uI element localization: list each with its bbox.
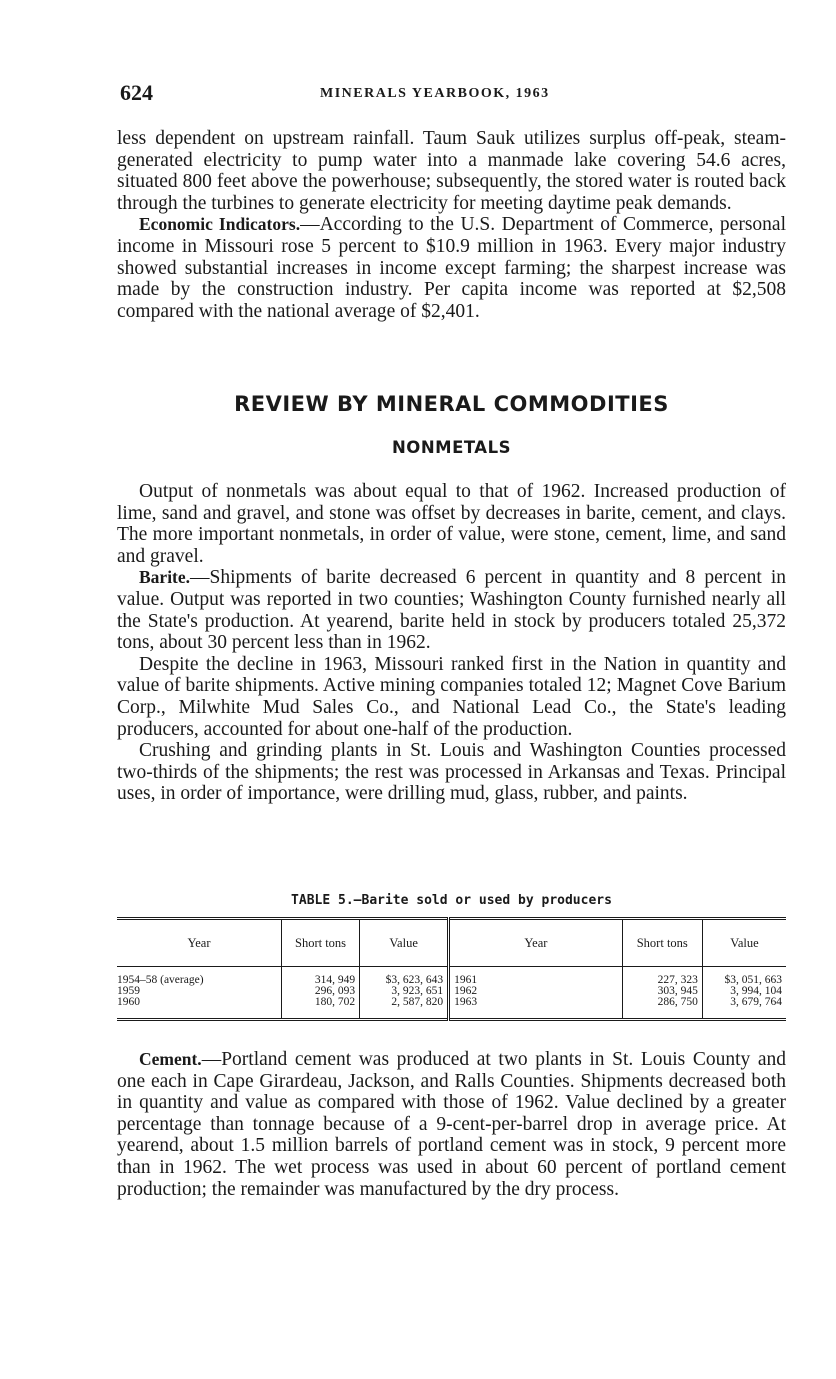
table-header-row <box>117 919 786 967</box>
right-tons-1: 303, 945 <box>657 985 698 997</box>
left-value-2: 2, 587, 820 <box>391 996 444 1008</box>
cement-paragraph <box>117 1049 786 1200</box>
left-tons-2: 180, 702 <box>314 996 356 1008</box>
barite-table <box>117 917 786 1021</box>
intro-text <box>117 128 786 322</box>
header-short-tons-right: Short tons <box>622 919 702 967</box>
cement-text <box>117 1049 786 1200</box>
running-title: MINERALS YEARBOOK, 1963 <box>320 86 550 101</box>
right-value-0: $3, 051, 663 <box>724 974 782 986</box>
left-year-0: 1954–58 (average) <box>117 974 204 986</box>
header-year-left: Year <box>117 919 281 967</box>
header-value-right: Value <box>702 919 786 967</box>
barite-paragraph <box>117 567 786 653</box>
cement-heading: Cement. <box>139 1049 202 1069</box>
barite-paragraph-2: Despite the decline in 1963, Missouri ranked first in the Nation in quantity and value of barite shipments. Active mining companies totaled 12; Magnet Cove Barium Corp., Milwhite Mud Sales Co., and National Lead Co., the State's leading producers, accounted for about one-half of the production. <box>117 653 786 740</box>
right-value-cells <box>702 967 786 1020</box>
page-number: 624 <box>120 80 153 105</box>
barite-text: —Shipments of barite decreased 6 percent in quantity and 8 percent in value. Output was reported in two counties; Washington County furnished nearly all the State's production. At yearend, barite held in stock by producers totaled 25,372 tons, about 30 percent less than in 1962. <box>117 567 786 654</box>
header-short-tons-left: Short tons <box>281 919 359 967</box>
right-year-2: 1963 <box>454 996 478 1008</box>
table-title: TABLE 5.—Barite sold or used by producers <box>291 893 612 908</box>
right-year-0: 1961 <box>454 974 478 986</box>
barite-table-container <box>117 917 786 1021</box>
header-year-right: Year <box>449 919 623 967</box>
economic-indicators-paragraph <box>117 214 786 322</box>
intro-paragraph-1: less dependent on upstream rainfall. Taum Sauk utilizes surplus off-peak, steam-generated electricity to pump water into a manmade lake covering 54.6 acres, situated 800 feet above the powerhouse; subsequently, the stored water is routed back through the turbines to generate electricity for meeting daytime peak demands. <box>117 128 786 214</box>
left-tons-cells <box>281 967 359 1020</box>
left-value-cells <box>360 967 449 1020</box>
economic-indicators-heading: Economic Indicators. <box>139 214 301 235</box>
right-year-1: 1962 <box>454 985 478 997</box>
left-year-2: 1960 <box>117 996 140 1008</box>
right-tons-cells <box>622 967 702 1020</box>
right-value-1: 3, 994, 104 <box>730 985 782 997</box>
nonmetals-paragraph-1: Output of nonmetals was about equal to that of 1962. Increased production of lime, sand and gravel, and stone was offset by decreases in barite, cement, and clays. The more important nonmetals, in order of value, were stone, cement, lime, and sand and gravel. <box>117 481 786 567</box>
section-subtitle: NONMETALS <box>392 438 511 457</box>
section-title: REVIEW BY MINERAL COMMODITIES <box>234 392 669 416</box>
barite-paragraph-3: Crushing and grinding plants in St. Louis and Washington Counties processed two-thirds of the shipments; the rest was processed in Arkansas and Texas. Principal uses, in order of importance, were drilling mud, glass, rubber, and paints. <box>117 740 786 805</box>
economic-indicators-text: —According to the U.S. Department of Commerce, personal income in Missouri rose 5 percent to $10.9 million in 1963. Every major industry showed substantial increases in income except farming; the sharpest increase was made by the construction industry. Per capita income was reported at $2,508 compared with the national average of $2,401. <box>117 214 786 322</box>
right-year-cells <box>449 967 623 1020</box>
right-tons-2: 286, 750 <box>657 996 698 1008</box>
left-value-1: 3, 923, 651 <box>391 985 444 997</box>
right-value-2: 3, 679, 764 <box>730 996 782 1008</box>
left-value-0: $3, 623, 643 <box>385 974 444 986</box>
table-row <box>117 967 786 1020</box>
left-tons-1: 296, 093 <box>314 985 356 997</box>
cement-body: —Portland cement was produced at two plants in St. Louis County and one each in Cape Girardeau, Jackson, and Ralls Counties. Shipments decreased both in quantity and value as compared with those of 1962. Value declined by a greater percentage than tonnage because of a 9-cent-per-barrel drop in average price. At yearend, about 1.5 million barrels of portland cement was in stock, 9 percent more than in 1962. The wet process was used in about 60 percent of portland cement production; the remainder was manufactured by the dry process. <box>117 1049 786 1200</box>
page-header <box>120 80 786 110</box>
header-value-left: Value <box>360 919 449 967</box>
nonmetals-text <box>117 481 786 805</box>
left-year-cells <box>117 967 281 1020</box>
right-tons-0: 227, 323 <box>657 974 698 986</box>
barite-heading: Barite. <box>139 567 191 588</box>
left-tons-0: 314, 949 <box>314 974 356 986</box>
left-year-1: 1959 <box>117 985 140 997</box>
